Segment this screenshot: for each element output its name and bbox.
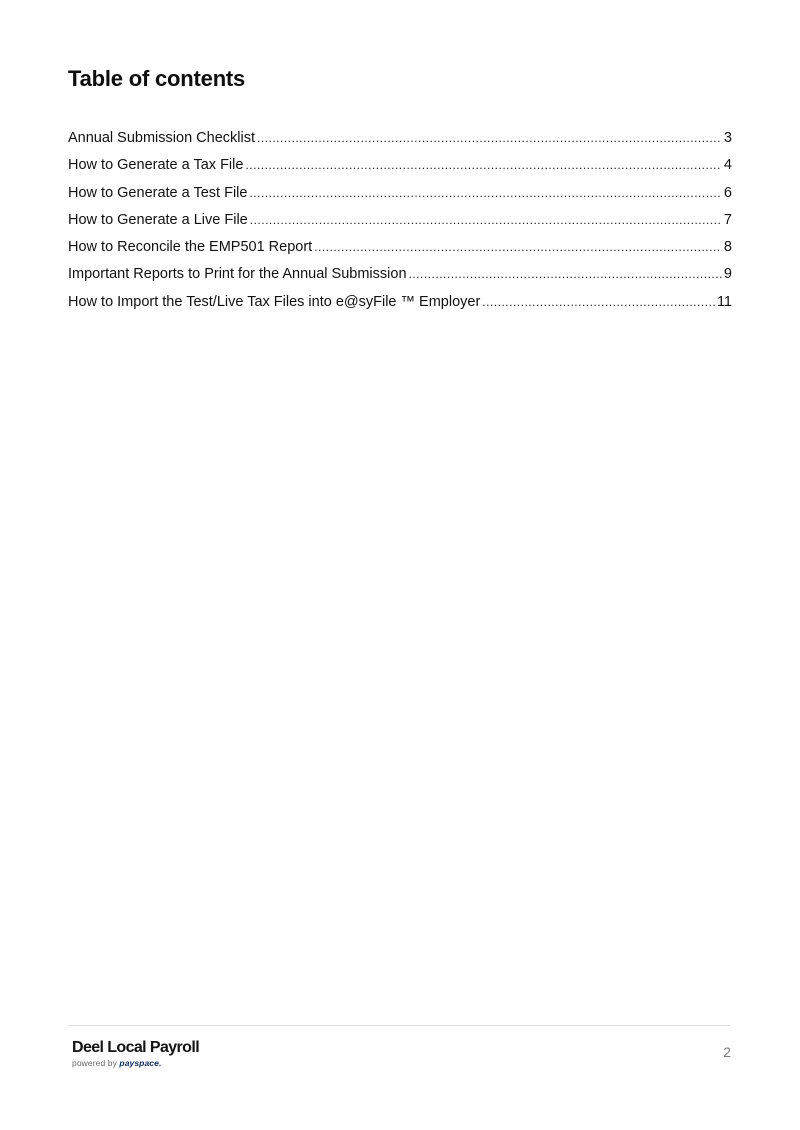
table-of-contents — [68, 125, 732, 316]
toc-entry-label: How to Import the Test/Live Tax Files into e@syFile ™ Employer — [68, 293, 481, 310]
toc-entry-page: 7 — [723, 211, 732, 228]
toc-dot-leader — [249, 180, 721, 207]
toc-entry-page: 6 — [723, 184, 732, 201]
toc-entry-label: How to Generate a Test File — [68, 184, 248, 201]
toc-entry-generate-test-file[interactable] — [68, 180, 732, 207]
toc-entry-page: 9 — [723, 266, 732, 283]
footer-logo — [72, 1038, 199, 1069]
brand-name: Deel Local Payroll — [72, 1039, 200, 1056]
toc-entry-page: 3 — [723, 130, 732, 146]
toc-dot-leader — [409, 261, 722, 288]
toc-entry-import-tax-files[interactable] — [68, 289, 732, 316]
toc-entry-annual-submission-checklist[interactable] — [68, 125, 732, 152]
toc-entry-generate-live-file[interactable] — [68, 207, 732, 234]
brand-tagline — [72, 1058, 199, 1069]
toc-entry-generate-tax-file[interactable] — [68, 152, 732, 179]
brand-tagline-prefix: powered by — [72, 1058, 120, 1068]
toc-entry-label: Annual Submission Checklist — [68, 130, 255, 146]
footer-divider — [68, 1025, 730, 1026]
toc-entry-important-reports[interactable] — [68, 261, 732, 288]
toc-dot-leader — [314, 234, 722, 261]
toc-entry-reconcile-emp501[interactable] — [68, 234, 732, 261]
toc-entry-page: 11 — [716, 293, 732, 310]
toc-dot-leader — [257, 125, 722, 152]
page-title: Table of contents — [68, 66, 246, 91]
brand-tagline-brand: payspace. — [119, 1058, 162, 1068]
toc-entry-label: How to Reconcile the EMP501 Report — [68, 239, 313, 256]
page-number: 2 — [723, 1044, 731, 1060]
toc-entry-label: How to Generate a Live File — [68, 211, 248, 228]
toc-entry-label: Important Reports to Print for the Annual Submission — [68, 266, 407, 283]
toc-dot-leader — [245, 152, 721, 179]
toc-dot-leader — [482, 289, 715, 316]
toc-dot-leader — [250, 207, 722, 234]
toc-entry-label: How to Generate a Tax File — [68, 157, 244, 174]
toc-entry-page: 4 — [723, 157, 732, 174]
toc-entry-page: 8 — [723, 239, 732, 256]
